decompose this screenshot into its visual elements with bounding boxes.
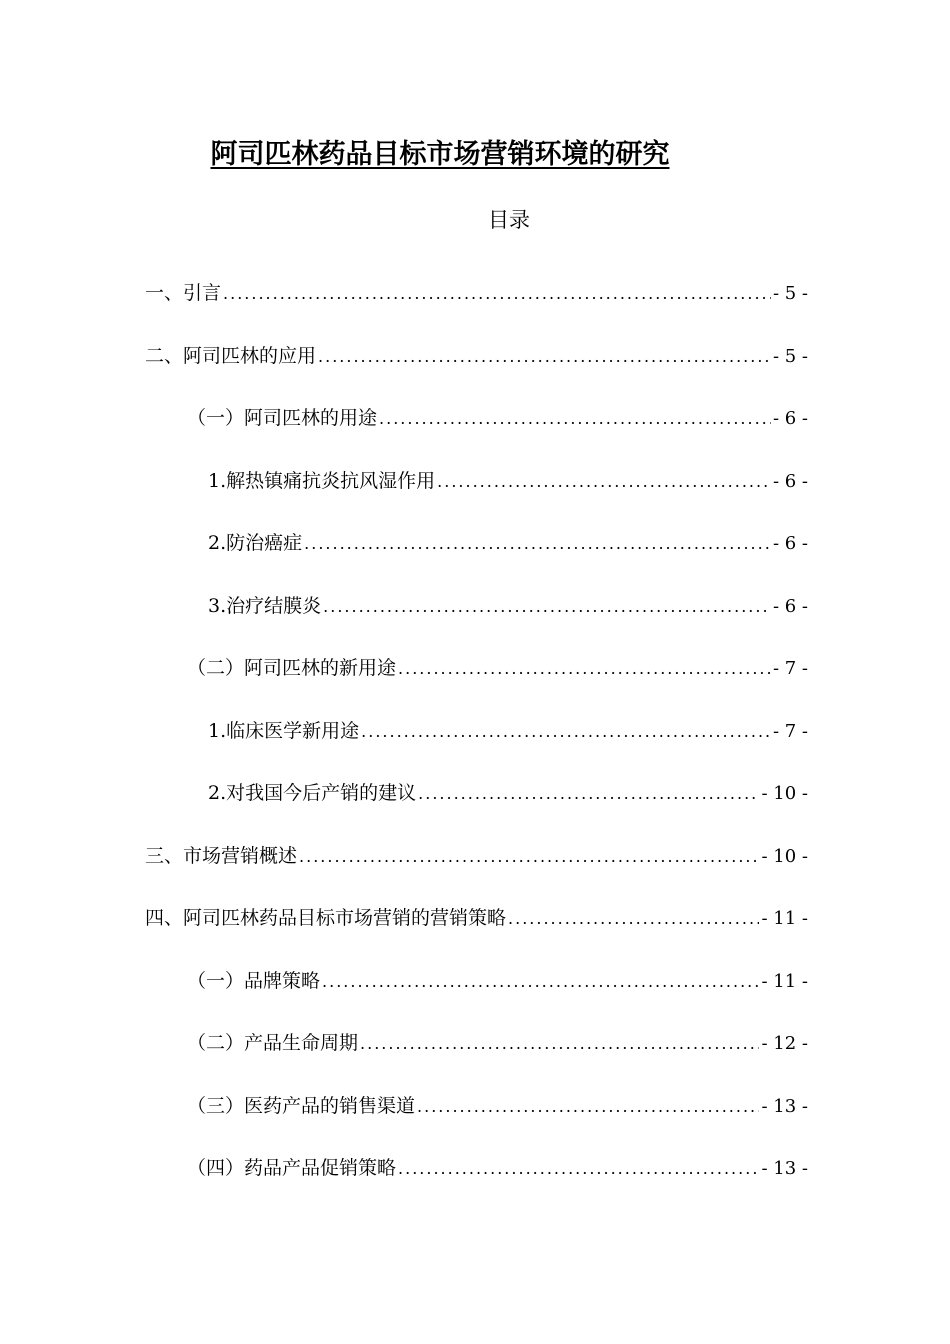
toc-entry-label: 1.临床医学新用途: [208, 720, 360, 742]
toc-leader-dots: [297, 842, 759, 871]
toc-leader-dots: [415, 1092, 759, 1121]
toc-entry[interactable]: [208, 466, 808, 496]
toc-leader-dots: [435, 467, 771, 496]
toc-entry-label: （一）阿司匹林的用途: [187, 407, 378, 429]
toc-entry[interactable]: [187, 966, 808, 996]
toc-entry-label: 一、引言: [145, 282, 222, 304]
toc-entry-page: - 10 -: [761, 783, 808, 804]
toc-entry-page: - 7 -: [772, 721, 808, 742]
toc-leader-dots: [396, 1154, 759, 1183]
toc-entry[interactable]: [187, 653, 808, 683]
toc-entry-page: - 6 -: [772, 471, 808, 492]
toc-entry[interactable]: [145, 278, 808, 308]
toc-entry-label: （二）产品生命周期: [187, 1032, 359, 1054]
toc-entry[interactable]: [187, 1028, 808, 1058]
toc-entry-page: - 5 -: [772, 283, 808, 304]
toc-leader-dots: [302, 529, 771, 558]
toc-entry[interactable]: [145, 341, 808, 371]
toc-leader-dots: [396, 654, 771, 683]
toc-leader-dots: [316, 342, 771, 371]
toc-entry-page: - 12 -: [761, 1033, 808, 1054]
toc-entry-page: - 7 -: [772, 658, 808, 679]
toc-entry[interactable]: [187, 403, 808, 433]
toc-leader-dots: [321, 592, 771, 621]
toc-entry[interactable]: [208, 528, 808, 558]
toc-entry-label: 2.防治癌症: [208, 532, 303, 554]
toc-leader-dots: [221, 279, 771, 308]
toc-leader-dots: [359, 717, 771, 746]
toc-entry-label: 1.解热镇痛抗炎抗风湿作用: [208, 470, 436, 492]
toc-entry-label: 2.对我国今后产销的建议: [208, 782, 417, 804]
toc-entry-page: - 5 -: [772, 346, 808, 367]
document-title: 阿司匹林药品目标市场营销环境的研究: [210, 139, 670, 170]
toc-entry-label: （二）阿司匹林的新用途: [187, 657, 397, 679]
toc-entry[interactable]: [208, 591, 808, 621]
toc-entry[interactable]: [187, 1153, 808, 1183]
toc-leader-dots: [506, 904, 759, 933]
toc-entry-page: - 13 -: [761, 1158, 808, 1179]
toc-entry-page: - 13 -: [761, 1096, 808, 1117]
toc-entry-label: 3.治疗结膜炎: [208, 595, 322, 617]
toc-entry[interactable]: [145, 903, 808, 933]
toc-entry-page: - 11 -: [761, 971, 808, 992]
toc-entry-label: 四、阿司匹林药品目标市场营销的营销策略: [145, 907, 507, 929]
toc-entry-page: - 6 -: [772, 408, 808, 429]
toc-entry-page: - 10 -: [761, 846, 808, 867]
toc-entry[interactable]: [145, 841, 808, 871]
toc-entry-label: 二、阿司匹林的应用: [145, 345, 317, 367]
toc-entry-label: 三、市场营销概述: [145, 845, 298, 867]
toc-leader-dots: [416, 779, 759, 808]
toc-entry-page: - 11 -: [761, 908, 808, 929]
toc-leader-dots: [320, 967, 759, 996]
toc-entry-page: - 6 -: [772, 596, 808, 617]
toc-heading: 目录: [488, 208, 530, 232]
toc-entry-label: （四）药品产品促销策略: [187, 1157, 397, 1179]
toc-entry-label: （一）品牌策略: [187, 970, 321, 992]
toc-entry[interactable]: [208, 716, 808, 746]
toc-entry[interactable]: [187, 1091, 808, 1121]
toc-entry[interactable]: [208, 778, 808, 808]
toc-leader-dots: [358, 1029, 759, 1058]
toc-leader-dots: [377, 404, 771, 433]
toc-entry-page: - 6 -: [772, 533, 808, 554]
toc-entry-label: （三）医药产品的销售渠道: [187, 1095, 416, 1117]
